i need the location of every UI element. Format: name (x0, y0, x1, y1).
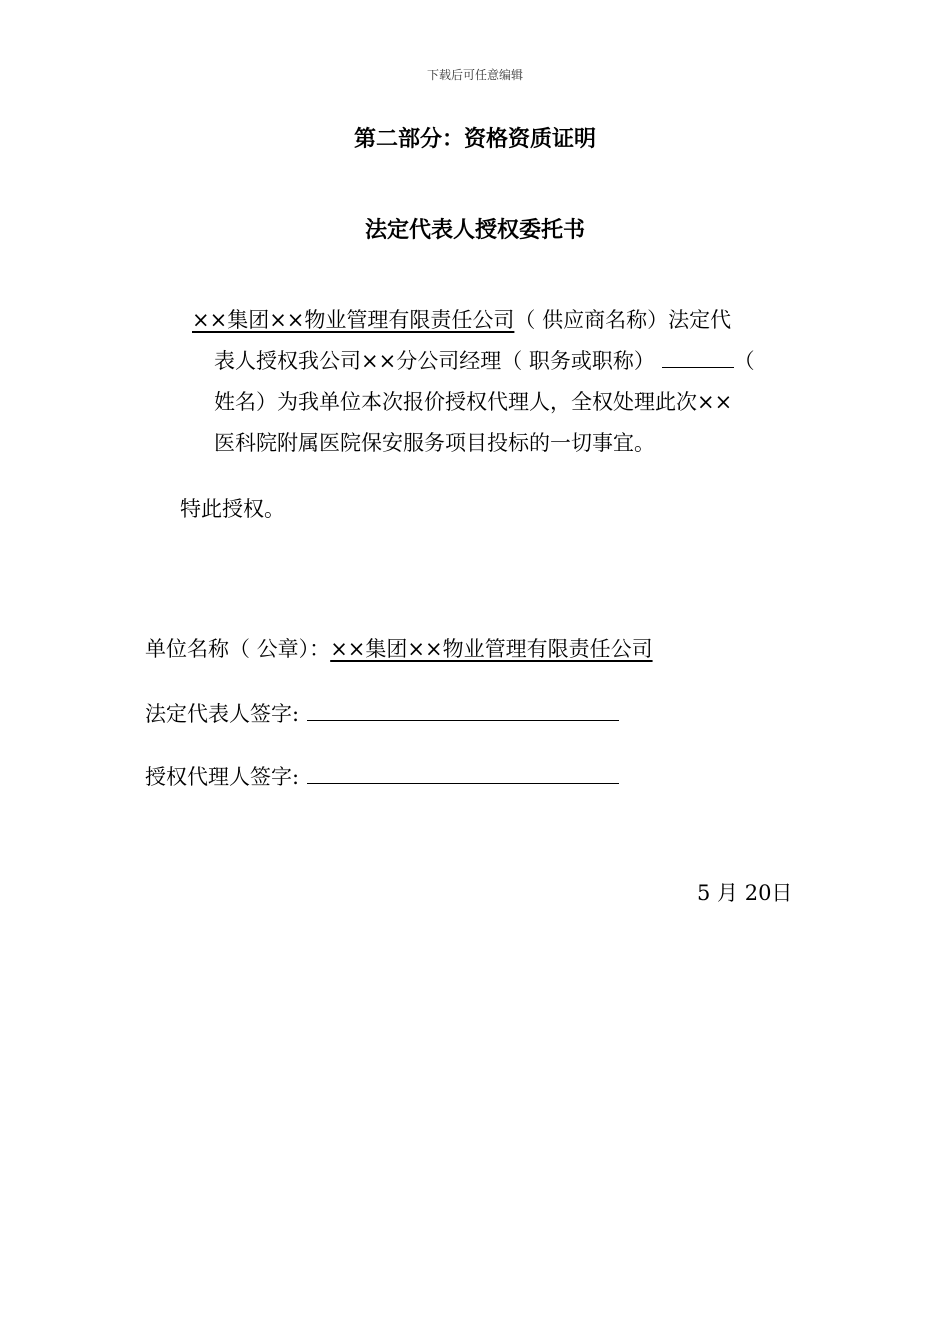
agent-label: 授权代理人签字: (145, 765, 300, 789)
paragraph-line-2-text: 表人授权我公司××分公司经理（ 职务或职称） (214, 349, 655, 373)
paragraph-line-4: 医科院附属医院保安服务项目投标的一切事宜。 (214, 431, 655, 455)
document-title: 法定代表人授权委托书 (364, 218, 585, 243)
paragraph-line-2-tail: （ (733, 349, 755, 373)
paragraph-line-2 (214, 345, 755, 375)
legal-rep-label: 法定代表人签字: (145, 702, 300, 726)
unit-name-label: 单位名称（ 公章）： (145, 637, 331, 661)
unit-name-field (145, 633, 653, 663)
header-note: 下载后可任意编辑 (426, 68, 523, 82)
section-title: 第二部分：资格资质证明 (353, 127, 596, 152)
agent-signature-line (307, 763, 619, 784)
name-blank (662, 347, 734, 368)
agent-signature-field (145, 761, 619, 791)
company-name: ××集团××物业管理有限责任公司 (192, 308, 515, 332)
legal-rep-signature-field (145, 698, 619, 728)
date-text: 5 月 20日 (697, 881, 793, 905)
legal-rep-signature-line (307, 700, 619, 721)
paragraph-line-3: 姓名）为我单位本次报价授权代理人，全权处理此次×× (214, 390, 733, 414)
paragraph-line-1 (192, 304, 731, 334)
unit-name-value: ××集团××物业管理有限责任公司 (330, 637, 653, 661)
paragraph-line-1-rest: （ 供应商名称）法定代 (514, 308, 732, 332)
closing-text: 特此授权。 (180, 497, 285, 521)
